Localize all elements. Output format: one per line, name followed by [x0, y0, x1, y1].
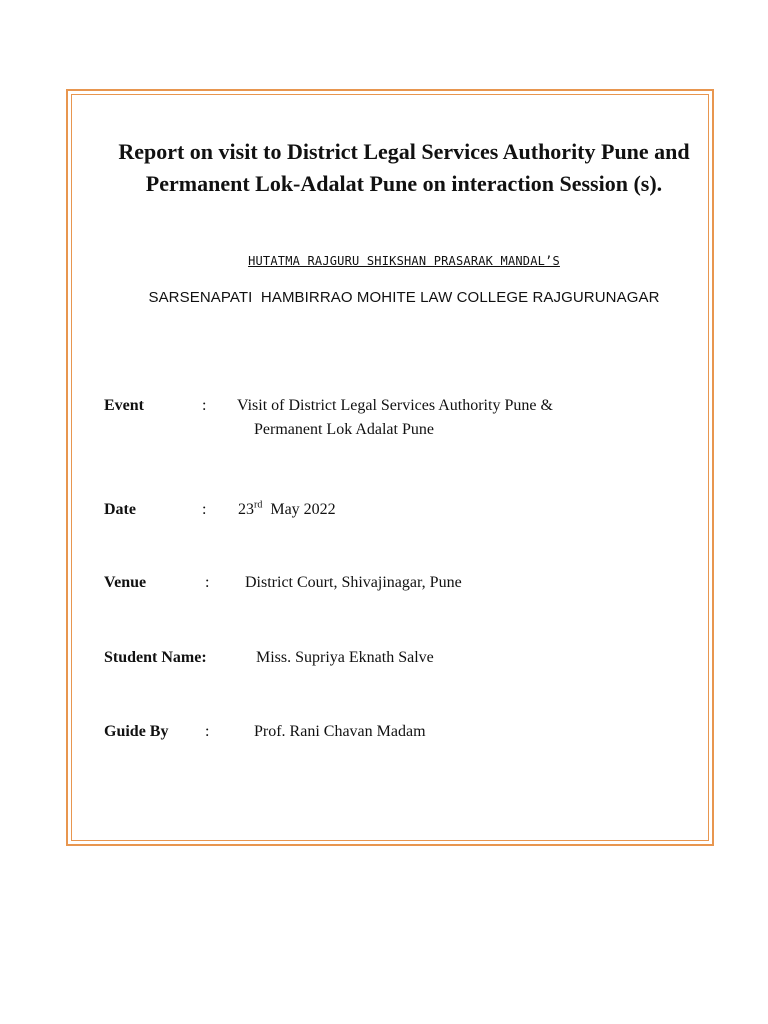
- organization-name: HUTATMA RAJGURU SHIKSHAN PRASARAK MANDAL’S: [248, 254, 560, 268]
- venue-label: Venue: [104, 574, 147, 591]
- date-colon: :: [202, 501, 207, 518]
- event-value-line-1: Visit of District Legal Services Authority Pune &: [237, 397, 553, 414]
- report-title-line-1: Report on visit to District Legal Services Authority Pune and: [118, 139, 690, 164]
- event-label: Event: [104, 397, 144, 414]
- date-day-suffix: rd: [254, 499, 263, 511]
- date-label: Date: [104, 501, 136, 518]
- event-colon: :: [202, 397, 207, 414]
- date-value: [238, 498, 336, 522]
- guide-value: Prof. Rani Chavan Madam: [254, 723, 426, 740]
- student-name-label: Student Name:: [104, 649, 207, 666]
- guide-label: Guide By: [104, 723, 169, 740]
- date-day: 23: [238, 501, 254, 518]
- student-name-value: Miss. Supriya Eknath Salve: [256, 649, 434, 666]
- guide-colon: :: [205, 723, 210, 740]
- venue-value: District Court, Shivajinagar, Pune: [245, 574, 462, 591]
- college-name: SARSENAPATI HAMBIRRAO MOHITE LAW COLLEGE RAJGURUNAGAR: [148, 289, 660, 306]
- venue-colon: :: [205, 574, 210, 591]
- event-value-line-2: Permanent Lok Adalat Pune: [254, 421, 434, 438]
- date-month-year: May 2022: [270, 501, 336, 518]
- report-title: [70, 136, 738, 200]
- report-title-line-2: Permanent Lok-Adalat Pune on interaction Session (s).: [145, 171, 663, 196]
